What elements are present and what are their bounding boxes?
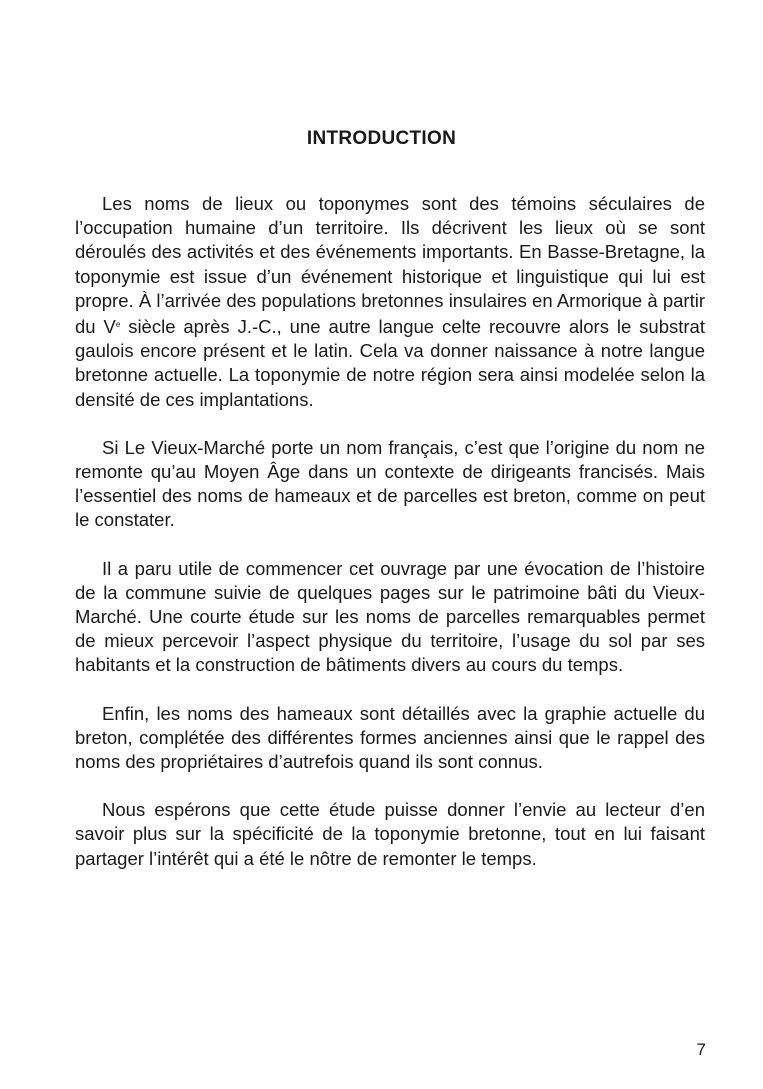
paragraph-2: Si Le Vieux-Marché porte un nom français, c’est que l’origine du nom ne remonte qu’au Moyen Âge dans un contexte de dirigeants francisés. Mais l’essentiel des noms de hameaux et de parcelles est breton, comme on peut le constater. — [75, 436, 705, 531]
century-superscript: e — [115, 320, 121, 330]
page-number: 7 — [696, 1040, 706, 1059]
paragraph-1-text-b: siècle après J.-C., une autre langue celte recouvre alors le substrat gaulois encore présent et le latin. Cela va donner naissance à notre langue bretonne actuelle. La toponymie de notre région sera ainsi modelée selon la densité de ces implantations. — [75, 316, 705, 410]
page-title: INTRODUCTION — [306, 128, 457, 149]
paragraph-1-text-a: Les noms de lieux ou toponymes sont des témoins séculaires de l’occupation humaine d’un territoire. Ils décrivent les lieux où se sont déroulés des activités et des événements importants. En Basse-Bretagne, la toponymie est issue d’un événement historique et linguistique qui lui est propre. À l’arrivée des populations bretonnes insulaires en Armorique à partir du V — [75, 193, 705, 338]
body-text — [75, 192, 705, 895]
paragraph-5: Nous espérons que cette étude puisse donner l’envie au lecteur d’en savoir plus sur la spécificité de la toponymie bretonne, tout en lui faisant partager l’intérêt qui a été le nôtre de remonter le temps. — [75, 799, 705, 869]
paragraph-1 — [75, 192, 705, 412]
paragraph-4: Enfin, les noms des hameaux sont détaillés avec la graphie actuelle du breton, complétée des différentes formes anciennes ainsi que le rappel des noms des propriétaires d’autrefois quand ils sont connus. — [75, 702, 705, 773]
paragraph-3: Il a paru utile de commencer cet ouvrage par une évocation de l’histoire de la commune suivie de quelques pages sur le patrimoine bâti du Vieux-Marché. Une courte étude sur les noms de parcelles remarquables permet de mieux percevoir l’aspect physique du territoire, l’usage du sol par ses habitants et la construction de bâtiments divers au cours du temps. — [75, 557, 705, 676]
